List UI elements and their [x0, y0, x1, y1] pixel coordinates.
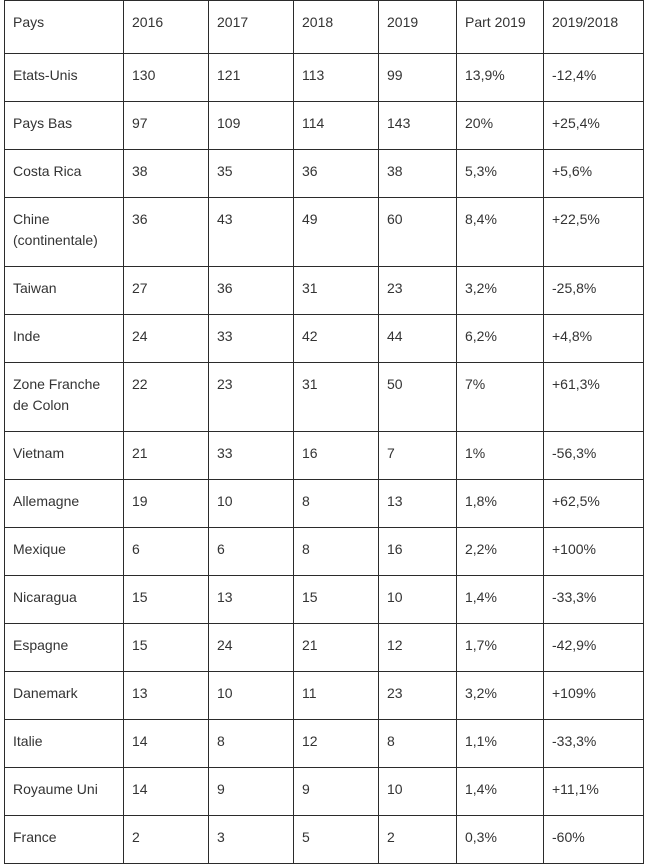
- share-2019-cell: 7%: [457, 363, 544, 432]
- country-cell: Etats-Unis: [5, 54, 124, 102]
- value-2017-cell: 3: [209, 816, 294, 864]
- change-cell: -12,4%: [544, 54, 644, 102]
- value-2017-cell: 33: [209, 432, 294, 480]
- value-2018-cell: 11: [294, 672, 379, 720]
- value-2018-cell: 42: [294, 315, 379, 363]
- change-cell: +100%: [544, 528, 644, 576]
- table-row: [5, 150, 644, 198]
- country-cell: Pays Bas: [5, 102, 124, 150]
- country-cell: Allemagne: [5, 480, 124, 528]
- value-2017-cell: 13: [209, 576, 294, 624]
- share-2019-cell: 8,4%: [457, 198, 544, 267]
- value-2019-cell: 60: [379, 198, 457, 267]
- value-2016-cell: 19: [124, 480, 209, 528]
- table-row: [5, 363, 644, 432]
- value-2019-cell: 16: [379, 528, 457, 576]
- value-2017-cell: 43: [209, 198, 294, 267]
- value-2016-cell: 6: [124, 528, 209, 576]
- table-row: [5, 768, 644, 816]
- country-cell: Taiwan: [5, 267, 124, 315]
- value-2016-cell: 24: [124, 315, 209, 363]
- country-cell: Italie: [5, 720, 124, 768]
- value-2017-cell: 24: [209, 624, 294, 672]
- share-2019-cell: 5,3%: [457, 150, 544, 198]
- value-2017-cell: 8: [209, 720, 294, 768]
- share-2019-cell: 1,7%: [457, 624, 544, 672]
- value-2016-cell: 21: [124, 432, 209, 480]
- share-2019-cell: 13,9%: [457, 54, 544, 102]
- table-row: [5, 528, 644, 576]
- value-2018-cell: 21: [294, 624, 379, 672]
- value-2019-cell: 8: [379, 720, 457, 768]
- table-header-row: [5, 1, 644, 54]
- value-2019-cell: 10: [379, 576, 457, 624]
- table-row: [5, 624, 644, 672]
- value-2017-cell: 6: [209, 528, 294, 576]
- value-2016-cell: 130: [124, 54, 209, 102]
- value-2018-cell: 5: [294, 816, 379, 864]
- value-2017-cell: 35: [209, 150, 294, 198]
- value-2018-cell: 31: [294, 363, 379, 432]
- value-2019-cell: 50: [379, 363, 457, 432]
- country-cell: Chine (continentale): [5, 198, 124, 267]
- value-2017-cell: 109: [209, 102, 294, 150]
- change-cell: +109%: [544, 672, 644, 720]
- value-2016-cell: 38: [124, 150, 209, 198]
- value-2018-cell: 114: [294, 102, 379, 150]
- value-2019-cell: 10: [379, 768, 457, 816]
- table-row: [5, 267, 644, 315]
- table-row: [5, 432, 644, 480]
- header-cell-2019-2018: 2019/2018: [544, 1, 644, 54]
- value-2019-cell: 38: [379, 150, 457, 198]
- value-2018-cell: 49: [294, 198, 379, 267]
- change-cell: -60%: [544, 816, 644, 864]
- change-cell: +62,5%: [544, 480, 644, 528]
- value-2016-cell: 2: [124, 816, 209, 864]
- share-2019-cell: 6,2%: [457, 315, 544, 363]
- share-2019-cell: 3,2%: [457, 267, 544, 315]
- value-2017-cell: 10: [209, 480, 294, 528]
- value-2016-cell: 14: [124, 720, 209, 768]
- value-2018-cell: 31: [294, 267, 379, 315]
- table-row: [5, 480, 644, 528]
- value-2017-cell: 36: [209, 267, 294, 315]
- value-2018-cell: 12: [294, 720, 379, 768]
- value-2018-cell: 113: [294, 54, 379, 102]
- change-cell: -56,3%: [544, 432, 644, 480]
- value-2018-cell: 8: [294, 480, 379, 528]
- value-2017-cell: 33: [209, 315, 294, 363]
- share-2019-cell: 1,1%: [457, 720, 544, 768]
- value-2019-cell: 2: [379, 816, 457, 864]
- change-cell: -33,3%: [544, 720, 644, 768]
- value-2016-cell: 27: [124, 267, 209, 315]
- change-cell: +25,4%: [544, 102, 644, 150]
- country-cell: Espagne: [5, 624, 124, 672]
- table-container: [4, 0, 644, 864]
- value-2017-cell: 23: [209, 363, 294, 432]
- country-cell: Mexique: [5, 528, 124, 576]
- value-2017-cell: 9: [209, 768, 294, 816]
- value-2018-cell: 15: [294, 576, 379, 624]
- value-2019-cell: 23: [379, 267, 457, 315]
- value-2019-cell: 13: [379, 480, 457, 528]
- value-2016-cell: 22: [124, 363, 209, 432]
- share-2019-cell: 3,2%: [457, 672, 544, 720]
- value-2016-cell: 13: [124, 672, 209, 720]
- value-2019-cell: 99: [379, 54, 457, 102]
- value-2018-cell: 16: [294, 432, 379, 480]
- country-cell: Danemark: [5, 672, 124, 720]
- share-2019-cell: 1,4%: [457, 768, 544, 816]
- value-2019-cell: 44: [379, 315, 457, 363]
- value-2019-cell: 143: [379, 102, 457, 150]
- value-2016-cell: 97: [124, 102, 209, 150]
- share-2019-cell: 1,8%: [457, 480, 544, 528]
- table-row: [5, 576, 644, 624]
- value-2019-cell: 7: [379, 432, 457, 480]
- value-2017-cell: 10: [209, 672, 294, 720]
- share-2019-cell: 1%: [457, 432, 544, 480]
- header-cell-2018: 2018: [294, 1, 379, 54]
- country-cell: France: [5, 816, 124, 864]
- country-cell: Nicaragua: [5, 576, 124, 624]
- change-cell: -42,9%: [544, 624, 644, 672]
- header-cell-part-2019: Part 2019: [457, 1, 544, 54]
- value-2019-cell: 23: [379, 672, 457, 720]
- value-2018-cell: 8: [294, 528, 379, 576]
- country-cell: Inde: [5, 315, 124, 363]
- value-2019-cell: 12: [379, 624, 457, 672]
- share-2019-cell: 20%: [457, 102, 544, 150]
- value-2016-cell: 36: [124, 198, 209, 267]
- table-row: [5, 315, 644, 363]
- header-cell-2017: 2017: [209, 1, 294, 54]
- change-cell: +4,8%: [544, 315, 644, 363]
- share-2019-cell: 1,4%: [457, 576, 544, 624]
- change-cell: -33,3%: [544, 576, 644, 624]
- value-2018-cell: 36: [294, 150, 379, 198]
- table-row: [5, 102, 644, 150]
- country-cell: Royaume Uni: [5, 768, 124, 816]
- change-cell: +5,6%: [544, 150, 644, 198]
- value-2016-cell: 15: [124, 624, 209, 672]
- value-2017-cell: 121: [209, 54, 294, 102]
- change-cell: -25,8%: [544, 267, 644, 315]
- country-data-table: [4, 0, 644, 864]
- value-2016-cell: 14: [124, 768, 209, 816]
- change-cell: +11,1%: [544, 768, 644, 816]
- header-cell-2016: 2016: [124, 1, 209, 54]
- country-cell: Zone Franche de Colon: [5, 363, 124, 432]
- change-cell: +22,5%: [544, 198, 644, 267]
- share-2019-cell: 2,2%: [457, 528, 544, 576]
- table-row: [5, 54, 644, 102]
- table-row: [5, 720, 644, 768]
- country-cell: Vietnam: [5, 432, 124, 480]
- header-cell-2019: 2019: [379, 1, 457, 54]
- table-row: [5, 672, 644, 720]
- country-cell: Costa Rica: [5, 150, 124, 198]
- header-cell-pays: Pays: [5, 1, 124, 54]
- value-2016-cell: 15: [124, 576, 209, 624]
- change-cell: +61,3%: [544, 363, 644, 432]
- value-2018-cell: 9: [294, 768, 379, 816]
- share-2019-cell: 0,3%: [457, 816, 544, 864]
- table-row: [5, 816, 644, 864]
- table-row: [5, 198, 644, 267]
